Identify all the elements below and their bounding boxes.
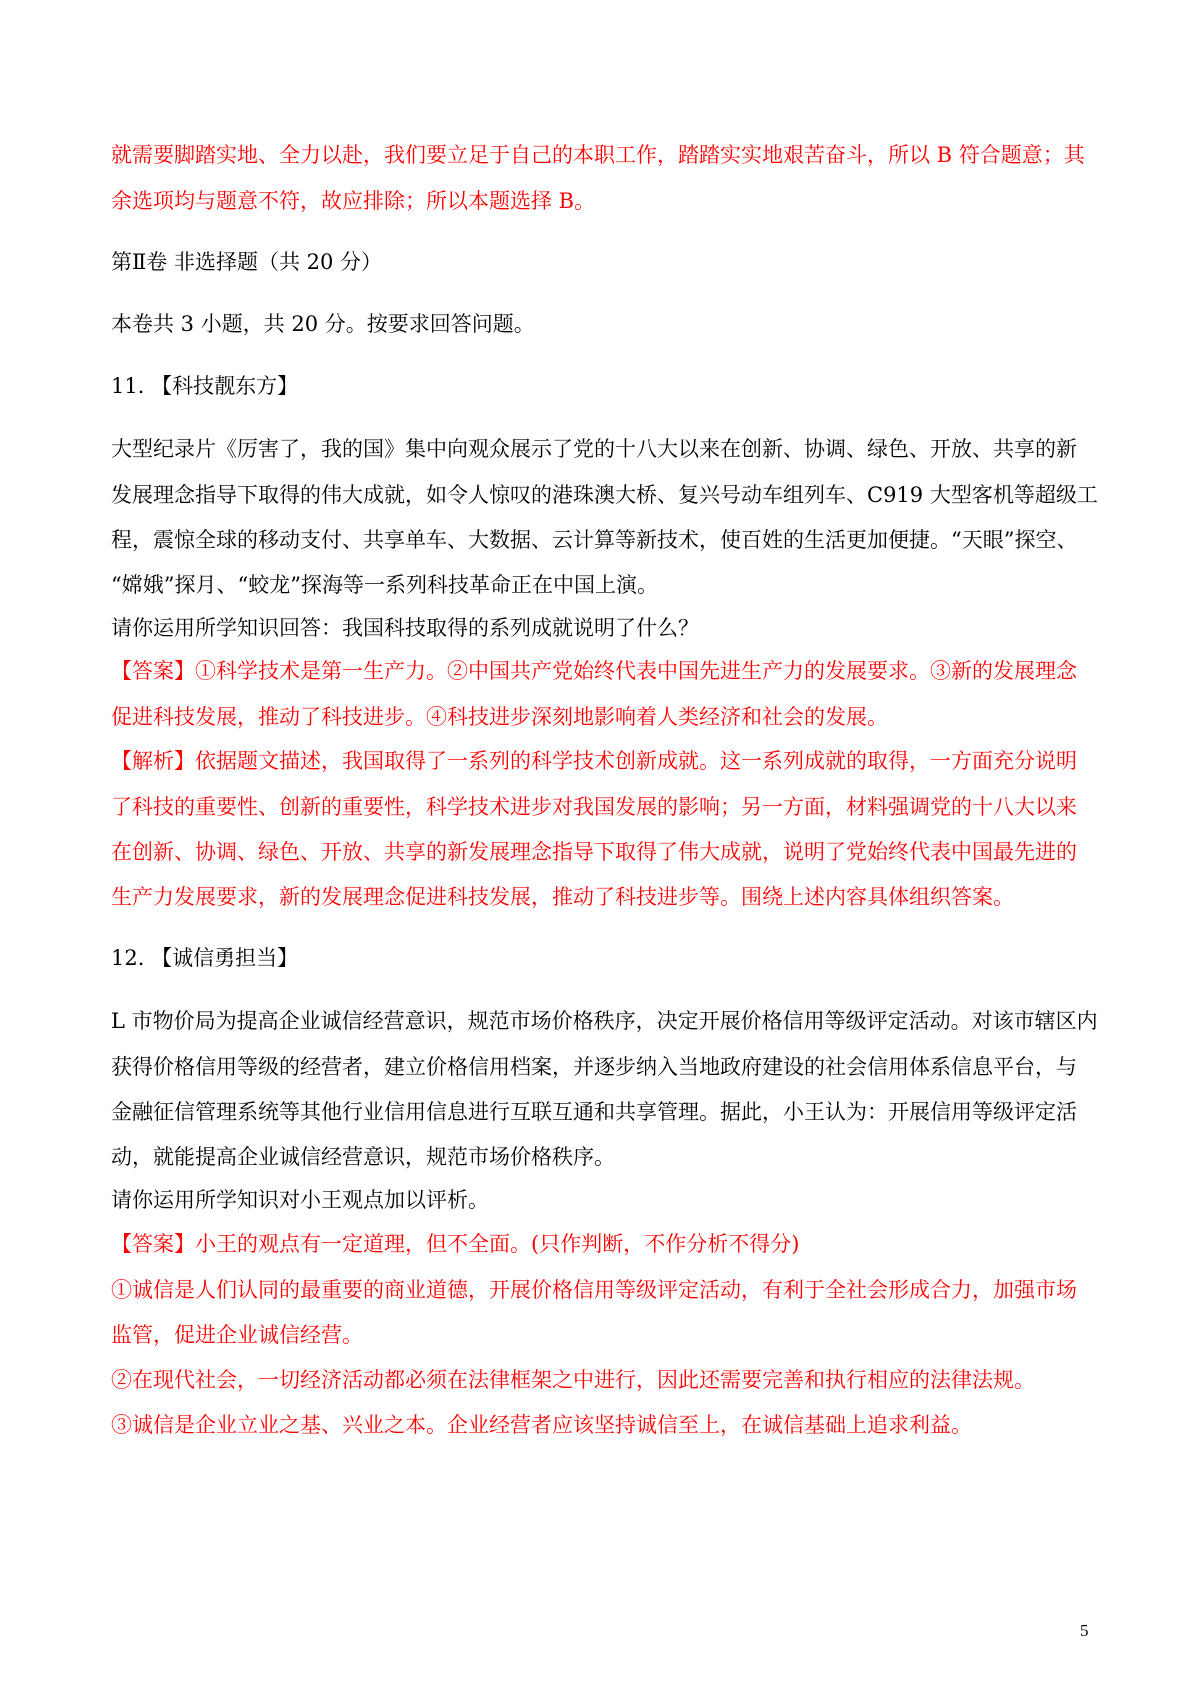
- question-12-prompt: 请你运用所学知识对小王观点加以评析。: [111, 1188, 489, 1212]
- question-12-text-1: L 市物价局为提高企业诚信经营意识，规范市场价格秩序，决定开展价格信用等级评定活动。对该市辖区内: [111, 1009, 1098, 1033]
- question-12-point-1a: ①诚信是人们认同的最重要的商业道德，开展价格信用等级评定活动，有利于全社会形成合力，加强市场: [111, 1278, 1077, 1302]
- section-instruction: 本卷共 3 小题，共 20 分。按要求回答问题。: [111, 312, 535, 336]
- question-12-text-4: 动，就能提高企业诚信经营意识，规范市场价格秩序。: [111, 1145, 615, 1169]
- question-11-text-4: “嫦娥”探月、“蛟龙”探海等一系列科技革命正在中国上演。: [111, 573, 658, 597]
- question-12-point-3: ③诚信是企业立业之基、兴业之本。企业经营者应该坚持诚信至上，在诚信基础上追求利益。: [111, 1413, 972, 1437]
- question-11-answer-1: 【答案】①科学技术是第一生产力。②中国共产党始终代表中国先进生产力的发展要求。③新的发展理念: [111, 659, 1077, 683]
- page-number: 5: [1080, 1621, 1089, 1640]
- question-11-analysis-2: 了科技的重要性、创新的重要性，科学技术进步对我国发展的影响；另一方面，材料强调党的十八大以来: [111, 795, 1077, 819]
- question-11-analysis-1: 【解析】依据题文描述，我国取得了一系列的科学技术创新成就。这一系列成就的取得，一方面充分说明: [111, 749, 1077, 773]
- question-11-answer-2: 促进科技发展，推动了科技进步。④科技进步深刻地影响着人类经济和社会的发展。: [111, 705, 888, 729]
- question-11-title: 11. 【科技靓东方】: [111, 374, 299, 398]
- text-line-2: 余选项均与题意不符，故应排除；所以本题选择 B。: [111, 189, 596, 213]
- question-12-point-1b: 监管，促进企业诚信经营。: [111, 1323, 363, 1347]
- question-11-prompt: 请你运用所学知识回答：我国科技取得的系列成就说明了什么？: [111, 616, 699, 640]
- question-12-title: 12. 【诚信勇担当】: [111, 946, 299, 970]
- question-11-text-3: 程，震惊全球的移动支付、共享单车、大数据、云计算等新技术，使百姓的生活更加便捷。“天眼”探空、: [111, 528, 1078, 552]
- question-12-point-2: ②在现代社会，一切经济活动都必须在法律框架之中进行，因此还需要完善和执行相应的法律法规。: [111, 1368, 1035, 1392]
- text-line-1: 就需要脚踏实地、全力以赴，我们要立足于自己的本职工作，踏踏实实地艰苦奋斗，所以 B 符合题意；其: [111, 143, 1085, 167]
- question-11-analysis-3: 在创新、协调、绿色、开放、共享的新发展理念指导下取得了伟大成就，说明了党始终代表中国最先进的: [111, 840, 1077, 864]
- section-heading: 第Ⅱ卷 非选择题（共 20 分）: [111, 250, 383, 274]
- question-12-text-3: 金融征信管理系统等其他行业信用信息进行互联互通和共享管理。据此，小王认为：开展信用等级评定活: [111, 1100, 1077, 1124]
- question-11-analysis-4: 生产力发展要求，新的发展理念促进科技发展，推动了科技进步等。围绕上述内容具体组织答案。: [111, 885, 1014, 909]
- question-11-text-1: 大型纪录片《厉害了，我的国》集中向观众展示了党的十八大以来在创新、协调、绿色、开放、共享的新: [111, 437, 1077, 461]
- question-12-answer: 【答案】小王的观点有一定道理，但不全面。(只作判断，不作分析不得分): [111, 1232, 800, 1256]
- question-11-text-2: 发展理念指导下取得的伟大成就，如令人惊叹的港珠澳大桥、复兴号动车组列车、C919 大型客机等超级工: [111, 483, 1098, 507]
- question-12-text-2: 获得价格信用等级的经营者，建立价格信用档案，并逐步纳入当地政府建设的社会信用体系信息平台，与: [111, 1055, 1077, 1079]
